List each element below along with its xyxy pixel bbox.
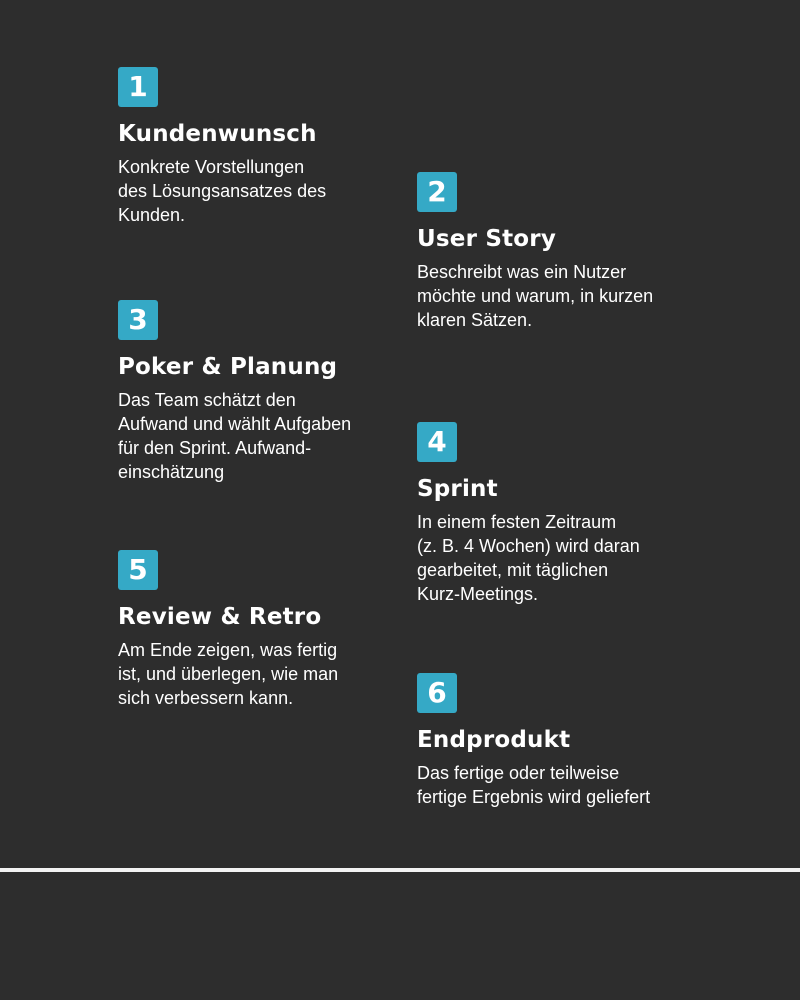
- step-description: Das Team schätzt den Aufwand und wählt Aufgaben für den Sprint. Aufwand- einschätzung: [118, 390, 352, 482]
- step-1: [118, 67, 398, 227]
- step-title: Poker & Planung: [118, 354, 338, 380]
- step-description: Beschreibt was ein Nutzer möchte und warum, in kurzen klaren Sätzen.: [417, 262, 654, 330]
- step-title: Review & Retro: [118, 604, 322, 630]
- step-title: Endprodukt: [417, 727, 571, 753]
- step-2: [417, 172, 697, 332]
- step-title: Kundenwunsch: [118, 121, 317, 147]
- step-description: In einem festen Zeitraum (z. B. 4 Wochen) wird daran gearbeitet, mit täglichen Kurz-Meetings.: [417, 512, 640, 604]
- step-description: Am Ende zeigen, was fertig ist, und überlegen, wie man sich verbessern kann.: [118, 640, 339, 708]
- step-number-badge: 5: [118, 550, 158, 590]
- step-description: Konkrete Vorstellungen des Lösungsansatzes des Kunden.: [118, 157, 327, 225]
- step-number-badge: 4: [417, 422, 457, 462]
- step-number-badge: 2: [417, 172, 457, 212]
- step-5: [118, 550, 398, 710]
- step-6: [417, 673, 697, 809]
- horizontal-divider: [0, 868, 800, 872]
- step-4: [417, 422, 697, 606]
- step-title: User Story: [417, 226, 557, 252]
- step-number-badge: 1: [118, 67, 158, 107]
- step-title: Sprint: [417, 476, 498, 502]
- step-3: [118, 300, 398, 484]
- step-number-badge: 3: [118, 300, 158, 340]
- step-number-badge: 6: [417, 673, 457, 713]
- step-description: Das fertige oder teilweise fertige Ergebnis wird geliefert: [417, 763, 651, 807]
